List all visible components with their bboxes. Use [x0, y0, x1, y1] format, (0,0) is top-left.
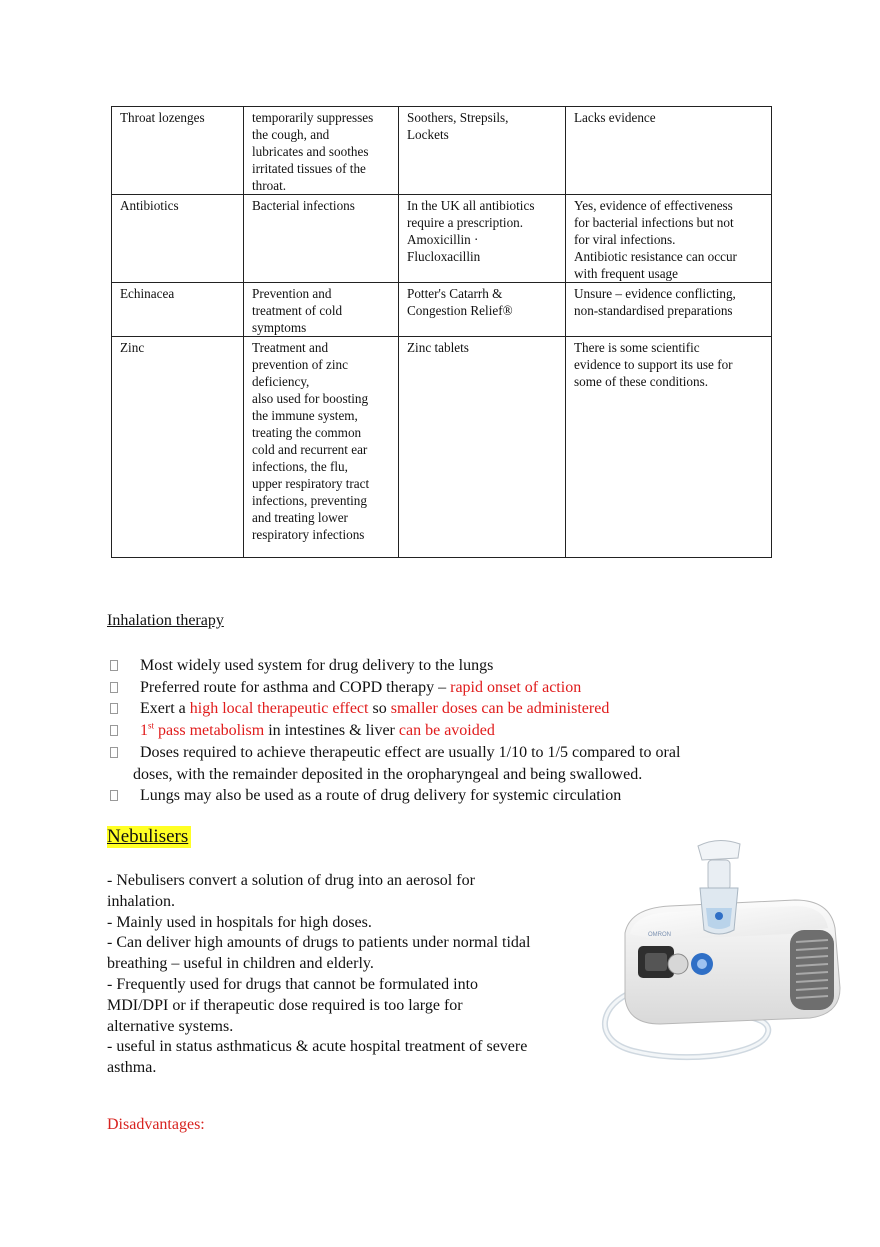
bullet-box-icon	[110, 725, 118, 736]
text-line: MDI/DPI or if therapeutic dose required is too large for	[107, 996, 463, 1014]
table-cell-examples: Potter's Catarrh & Congestion Relief®	[399, 283, 566, 337]
nebuliser-image	[590, 838, 850, 1078]
table-cell-evidence: Lacks evidence	[566, 107, 772, 195]
table-cell-use: Prevention and treatment of cold symptoms	[244, 283, 399, 337]
table-cell-use: Bacterial infections	[244, 195, 399, 283]
bullet-box-icon	[110, 747, 118, 758]
inhalation-heading: Inhalation therapy	[107, 612, 224, 629]
bullet-box-icon	[110, 682, 118, 693]
list-item: Most widely used system for drug delivery to the lungs	[107, 655, 767, 677]
table-row	[112, 107, 772, 195]
text-line: - Nebulisers convert a solution of drug into an aerosol for	[107, 872, 475, 889]
table-cell-examples: Zinc tablets	[399, 337, 566, 558]
list-item: Doses required to achieve therapeutic effect are usually 1/10 to 1/5 compared to oral doses, with the remainder deposited in the oropharyngeal and being swallowed.	[107, 742, 767, 785]
table-cell-evidence: Unsure – evidence conflicting, non-standardised preparations	[566, 283, 772, 337]
list-item: Exert a high local therapeutic effect so smaller doses can be administered	[107, 698, 767, 720]
table-cell-evidence: There is some scientific evidence to support its use for some of these conditions.	[566, 337, 772, 558]
disadvantages-heading: Disadvantages:	[107, 1116, 205, 1133]
text-line: inhalation.	[107, 892, 175, 910]
table-row	[112, 337, 772, 558]
inhalation-bullet-list	[107, 655, 767, 807]
bullet-box-icon	[110, 703, 118, 714]
table-cell-examples: Soothers, Strepsils, Lockets	[399, 107, 566, 195]
remedies-table	[111, 106, 772, 558]
text-line: - Frequently used for drugs that cannot be formulated into	[107, 975, 479, 993]
table-cell-evidence: Yes, evidence of effectiveness for bacterial infections but not for viral infections. Antibiotic resistance can occur with frequent usage	[566, 195, 772, 283]
table-cell-name: Throat lozenges	[112, 107, 244, 195]
list-item: Lungs may also be used as a route of drug delivery for systemic circulation	[107, 785, 767, 807]
table-cell-name: Antibiotics	[112, 195, 244, 283]
nebulisers-heading: Nebulisers	[107, 826, 191, 848]
list-item: 1st pass metabolism in intestines & liver can be avoided	[107, 720, 767, 742]
table-cell-use: Treatment and prevention of zinc deficiency, also used for boosting the immune system, treating the common cold and recurrent ear infections, the flu, upper respiratory tract infections, preventing and treating lower respiratory infections	[244, 337, 399, 558]
bullet-box-icon	[110, 790, 118, 801]
text-line: - Mainly used in hospitals for high doses.	[107, 913, 372, 931]
list-item: Preferred route for asthma and COPD therapy – rapid onset of action	[107, 677, 767, 699]
table-cell-examples: In the UK all antibiotics require a prescription. Amoxicillin · Flucloxacillin	[399, 195, 566, 283]
table-row	[112, 283, 772, 337]
bullet-box-icon	[110, 660, 118, 671]
table-cell-name: Zinc	[112, 337, 244, 558]
nebulisers-text	[107, 871, 587, 1079]
table-row	[112, 195, 772, 283]
text-line: - useful in status asthmaticus & acute hospital treatment of severe	[107, 1038, 528, 1056]
text-line: - Can deliver high amounts of drugs to patients under normal tidal	[107, 934, 531, 952]
text-line: breathing – useful in children and elderly.	[107, 955, 374, 973]
table-cell-use: temporarily suppresses the cough, and lubricates and soothes irritated tissues of the throat.	[244, 107, 399, 195]
text-line: alternative systems.	[107, 1017, 234, 1035]
text-line: asthma.	[107, 1059, 157, 1077]
table-cell-name: Echinacea	[112, 283, 244, 337]
svg-text:OMRON: OMRON	[648, 932, 671, 938]
